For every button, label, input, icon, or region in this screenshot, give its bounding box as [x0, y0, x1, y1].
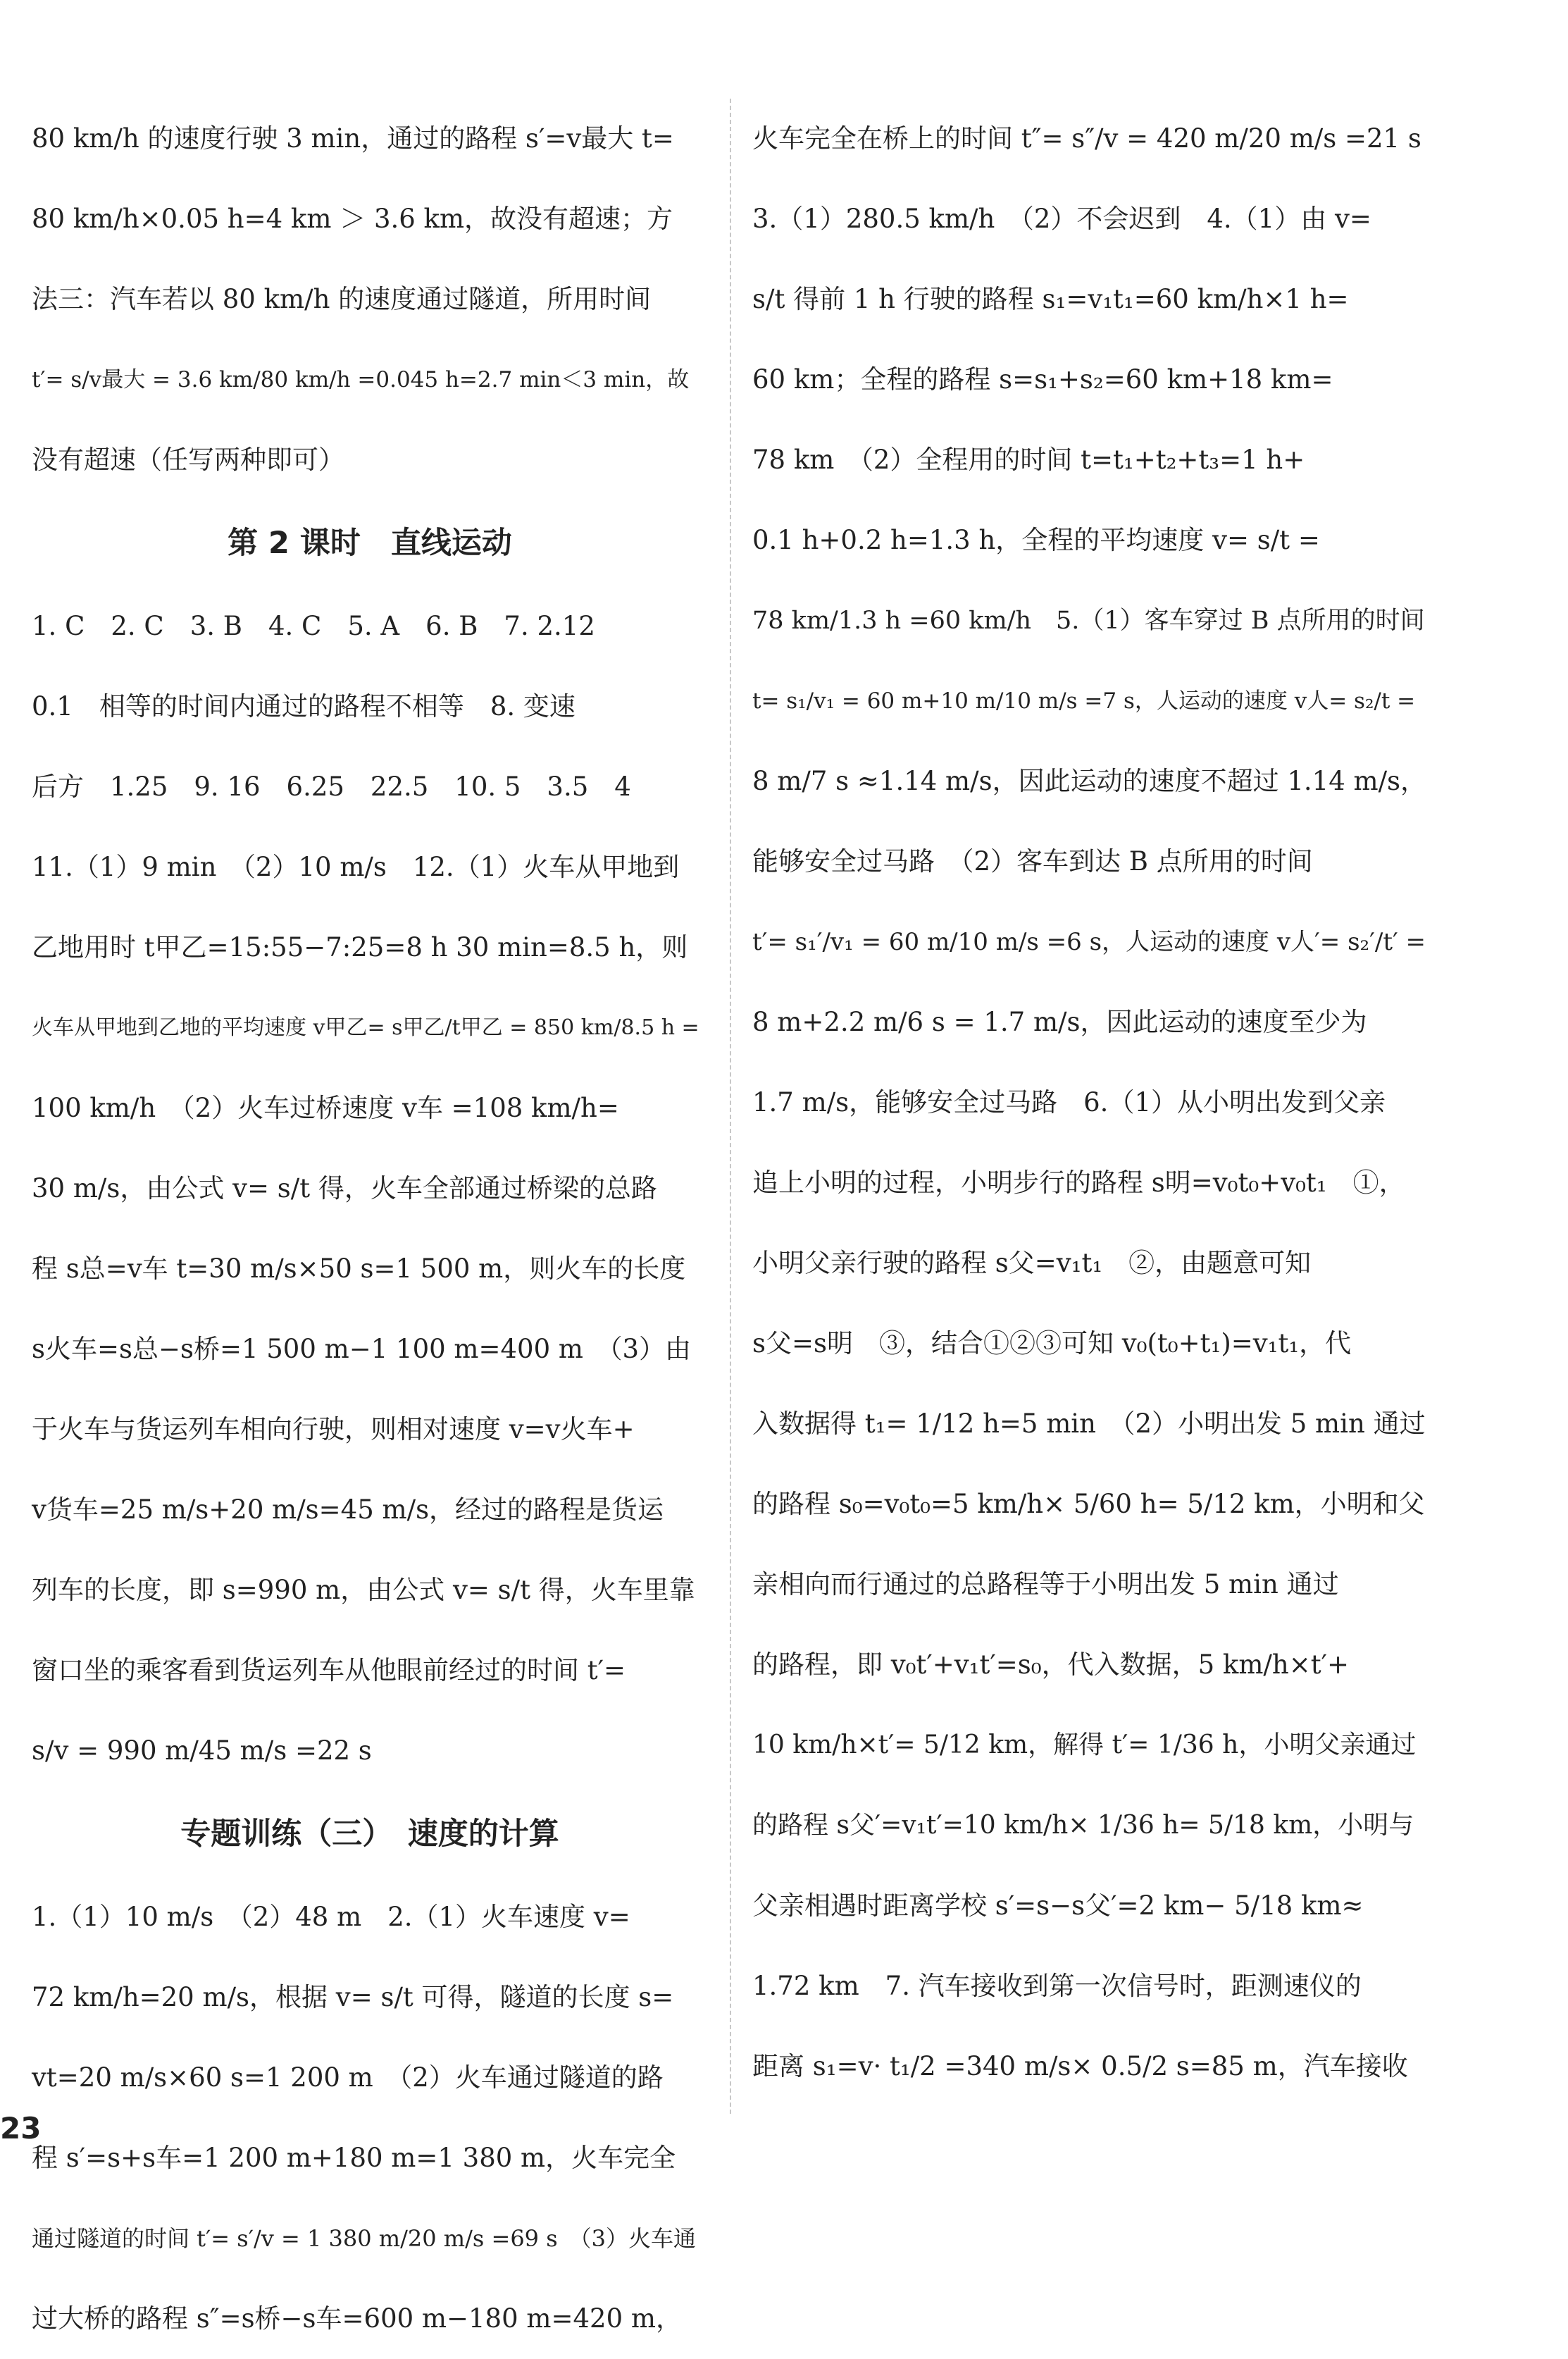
text-line: 距离 s₁=v· t₁/2 =340 m/s× 0.5/2 s=85 m，汽车接收	[752, 2051, 1408, 2081]
text-line: 3.（1）280.5 km/h （2）不会迟到 4.（1）由 v=	[752, 204, 1371, 234]
text-line: 80 km/h×0.05 h=4 km ＞ 3.6 km，故没有超速；方	[32, 204, 673, 234]
text-line: 于火车与货运列车相向行驶，则相对速度 v=v火车+	[32, 1414, 635, 1444]
left-column	[32, 99, 708, 2359]
text-line: 的路程，即 v₀t′+v₁t′=s₀，代入数据，5 km/h×t′+	[752, 1649, 1349, 1680]
column-divider	[730, 99, 731, 2114]
text-line: 60 km；全程的路程 s=s₁+s₂=60 km+18 km=	[752, 364, 1333, 395]
page-number: 23	[0, 2111, 42, 2146]
text-line: 程 s总=v车 t=30 m/s×50 s=1 500 m，则火车的长度	[32, 1253, 686, 1284]
text-line: t′= s/v最大 = 3.6 km/80 km/h =0.045 h=2.7 min＜3 min，故	[32, 367, 690, 392]
text-line: 过大桥的路程 s″=s桥−s车=600 m−180 m=420 m，	[32, 2303, 682, 2334]
right-column	[752, 99, 1429, 2107]
text-line: 10 km/h×t′= 5/12 km，解得 t′= 1/36 h，小明父亲通过	[752, 1730, 1417, 1759]
text-line: 追上小明的过程，小明步行的路程 s明=v₀t₀+v₀t₁ ①，	[752, 1168, 1405, 1198]
text-line: 80 km/h 的速度行驶 3 min，通过的路程 s′=v最大 t=	[32, 123, 674, 154]
text-line: vt=20 m/s×60 s=1 200 m （2）火车通过隧道的路	[32, 2062, 664, 2093]
text-line: s火车=s总−s桥=1 500 m−1 100 m=400 m （3）由	[32, 1334, 692, 1364]
text-line: 小明父亲行驶的路程 s父=v₁t₁ ②，由题意可知	[752, 1248, 1312, 1278]
text-line: 后方 1.25 9. 16 6.25 22.5 10. 5 3.5 4	[32, 772, 631, 802]
text-line: 1. C 2. C 3. B 4. C 5. A 6. B 7. 2.12	[32, 611, 595, 641]
text-line: 30 m/s，由公式 v= s/t 得，火车全部通过桥梁的总路	[32, 1173, 657, 1203]
text-line: 100 km/h （2）火车过桥速度 v车 =108 km/h=	[32, 1093, 619, 1123]
text-line: 1.7 m/s，能够安全过马路 6.（1）从小明出发到父亲	[752, 1087, 1386, 1117]
text-line: 78 km （2）全程用的时间 t=t₁+t₂+t₃=1 h+	[752, 445, 1305, 475]
text-line: 1.（1）10 m/s （2）48 m 2.（1）火车速度 v=	[32, 1902, 630, 1932]
text-line: 8 m+2.2 m/6 s = 1.7 m/s，因此运动的速度至少为	[752, 1007, 1367, 1037]
text-line: 1.72 km 7. 汽车接收到第一次信号时，距测速仪的	[752, 1971, 1362, 2001]
text-line: 列车的长度，即 s=990 m，由公式 v= s/t 得，火车里靠	[32, 1575, 695, 1605]
section-heading: 专题训练（三） 速度的计算	[180, 1816, 559, 1852]
text-line: 火车完全在桥上的时间 t″= s″/v = 420 m/20 m/s =21 s	[752, 123, 1421, 154]
text-line: s/t 得前 1 h 行驶的路程 s₁=v₁t₁=60 km/h×1 h=	[752, 284, 1349, 314]
text-line: 父亲相遇时距离学校 s′=s−s父′=2 km− 5/18 km≈	[752, 1890, 1364, 1921]
text-line: 窗口坐的乘客看到货运列车从他眼前经过的时间 t′=	[32, 1655, 626, 1685]
text-line: 没有超速（任写两种即可）	[32, 445, 344, 475]
text-line: s父=s明 ③，结合①②③可知 v₀(t₀+t₁)=v₁t₁，代	[752, 1328, 1352, 1358]
text-line: 0.1 相等的时间内通过的路程不相等 8. 变速	[32, 691, 575, 722]
text-line: v货车=25 m/s+20 m/s=45 m/s，经过的路程是货运	[32, 1494, 664, 1525]
text-line: 通过隧道的时间 t′= s′/v = 1 380 m/20 m/s =69 s （3）火车通	[32, 2225, 696, 2252]
text-line: 78 km/1.3 h =60 km/h 5.（1）客车穿过 B 点所用的时间	[752, 607, 1425, 635]
text-line: 入数据得 t₁= 1/12 h=5 min （2）小明出发 5 min 通过	[752, 1408, 1426, 1439]
text-line: 8 m/7 s ≈1.14 m/s，因此运动的速度不超过 1.14 m/s，	[752, 766, 1427, 796]
text-line: 0.1 h+0.2 h=1.3 h，全程的平均速度 v= s/t =	[752, 525, 1320, 555]
text-line: t= s₁/v₁ = 60 m+10 m/10 m/s =7 s，人运动的速度 v人= s₂/t =	[752, 688, 1416, 714]
text-line: 的路程 s父′=v₁t′=10 km/h× 1/36 h= 5/18 km，小明与	[752, 1811, 1414, 1840]
text-line: 亲相向而行通过的总路程等于小明出发 5 min 通过	[752, 1569, 1339, 1599]
text-line: 的路程 s₀=v₀t₀=5 km/h× 5/60 h= 5/12 km，小明和父	[752, 1489, 1425, 1519]
text-line: 程 s′=s+s车=1 200 m+180 m=1 380 m，火车完全	[32, 2143, 676, 2173]
text-line: 72 km/h=20 m/s，根据 v= s/t 可得，隧道的长度 s=	[32, 1982, 674, 2012]
text-line: 能够安全过马路 （2）客车到达 B 点所用的时间	[752, 846, 1313, 877]
text-line: s/v = 990 m/45 m/s =22 s	[32, 1735, 372, 1766]
text-line: 法三：汽车若以 80 km/h 的速度通过隧道，所用时间	[32, 284, 652, 314]
section-heading: 第 2 课时 直线运动	[228, 526, 512, 561]
text-line: 11.（1）9 min （2）10 m/s 12.（1）火车从甲地到	[32, 852, 680, 882]
text-line: 乙地用时 t甲乙=15:55−7:25=8 h 30 min=8.5 h，则	[32, 932, 688, 962]
text-line: t′= s₁′/v₁ = 60 m/10 m/s =6 s，人运动的速度 v人′= s₂′/t′ =	[752, 928, 1426, 956]
text-line: 火车从甲地到乙地的平均速度 v甲乙= s甲乙/t甲乙 = 850 km/8.5 h =	[32, 1015, 699, 1040]
